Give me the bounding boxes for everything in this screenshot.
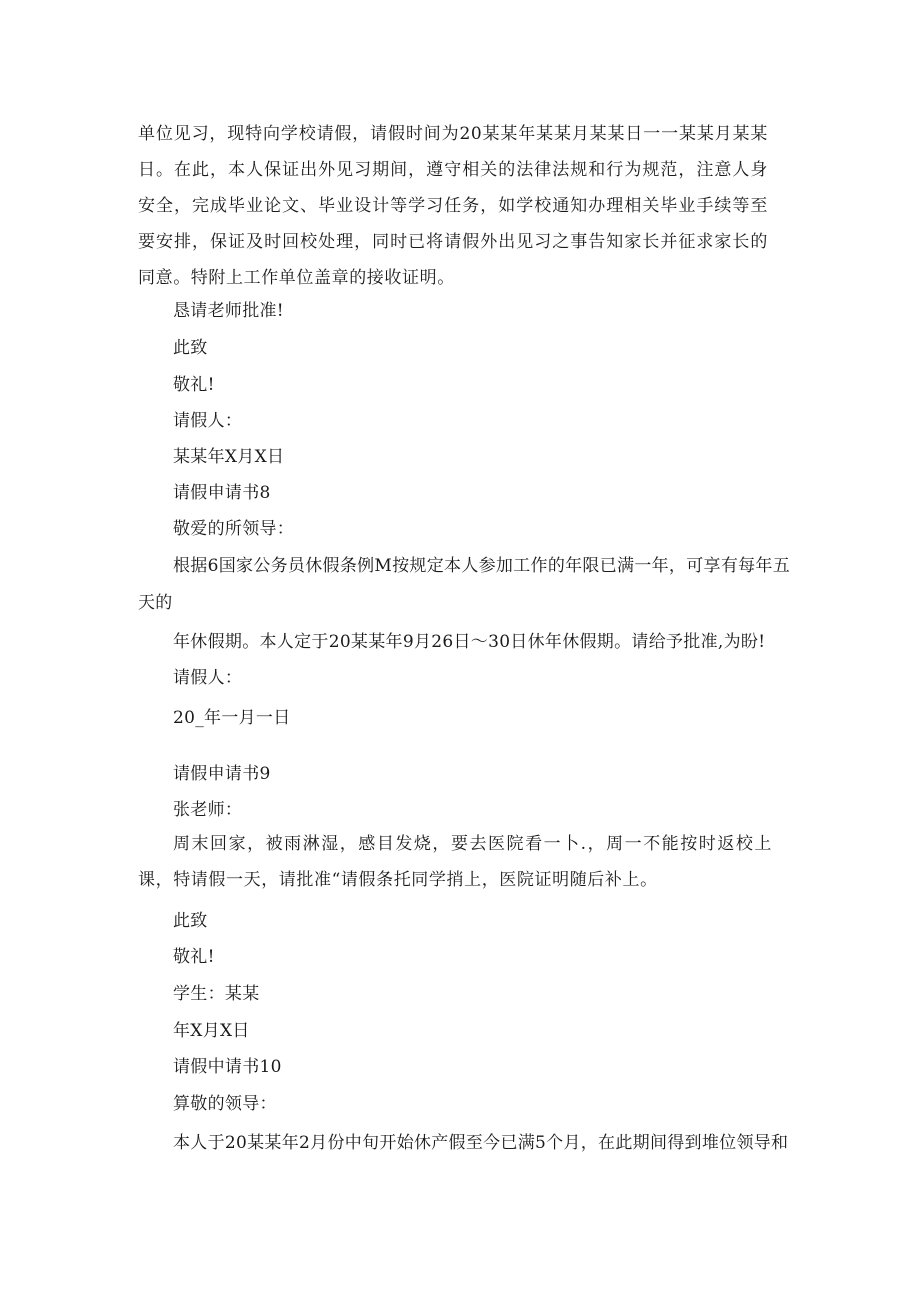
line-requester-label: 请假人：: [173, 668, 243, 688]
section-title-9: 请假申请书9: [173, 764, 271, 784]
line-student-signature: 学生：某某: [173, 984, 260, 1004]
line-salutation-jingli: 敬礼!: [173, 375, 215, 395]
paragraph-annual-leave-line1: 根据6国家公务员休假条例M按规定本人参加工作的年限已满一年，可享有每年五: [173, 556, 791, 576]
line-requester-label: 请假人：: [173, 411, 243, 431]
paragraph-annual-leave-line2: 天的: [138, 593, 173, 613]
line-addressee: 算敬的领导：: [173, 1094, 277, 1114]
paragraph-annual-leave-line3: 年休假期。本人定于20某某年9月26日～30日休年休假期。请给予批准,为盼!: [173, 632, 766, 652]
paragraph-sick-leave: 周末回家，被雨淋湿，感目发烧，要去医院看一卜.，周一不能按时返校上课，特请假一天，请批准“请假条托同学捎上，医院证明随后补上。: [138, 834, 772, 890]
line-salutation-jingli: 敬礼!: [173, 947, 215, 967]
line-salutation-cizhi: 此致: [173, 338, 208, 358]
paragraph-maternity-leave-line1: 本人于20某某年2月份中旬开始休产假至今已满5个月，在此期间得到堆位领导和: [173, 1133, 789, 1153]
line-date: 某某年X月X日: [173, 447, 285, 467]
line-date: 20_年一月一日: [173, 708, 291, 728]
line-request-approval: 恳请老师批准!: [173, 301, 284, 321]
line-salutation-cizhi: 此致: [173, 911, 208, 931]
section-title-10: 请假中请书10: [173, 1057, 282, 1077]
line-addressee: 张老师：: [173, 800, 243, 820]
paragraph-internship: 单位见习，现特向学校请假，请假时间为20某某年某某月某某日一一某某月某某日。在此，本人保证出外见习期间，遵守相关的法律法规和行为规范，注意人身安全，完成毕业论文、毕业设计等学习任务，如学校通知办理相关毕业手续等至要安排，保证及时回校处理，同时已将请假外出见习之事告知家长并征求家长的同意。特附上工作单位盖章的接收证明。: [138, 124, 768, 288]
section-title-8: 请假申请书8: [173, 483, 271, 503]
line-date: 年X月X日: [173, 1021, 250, 1041]
line-addressee: 敬爱的所领导：: [173, 519, 295, 539]
